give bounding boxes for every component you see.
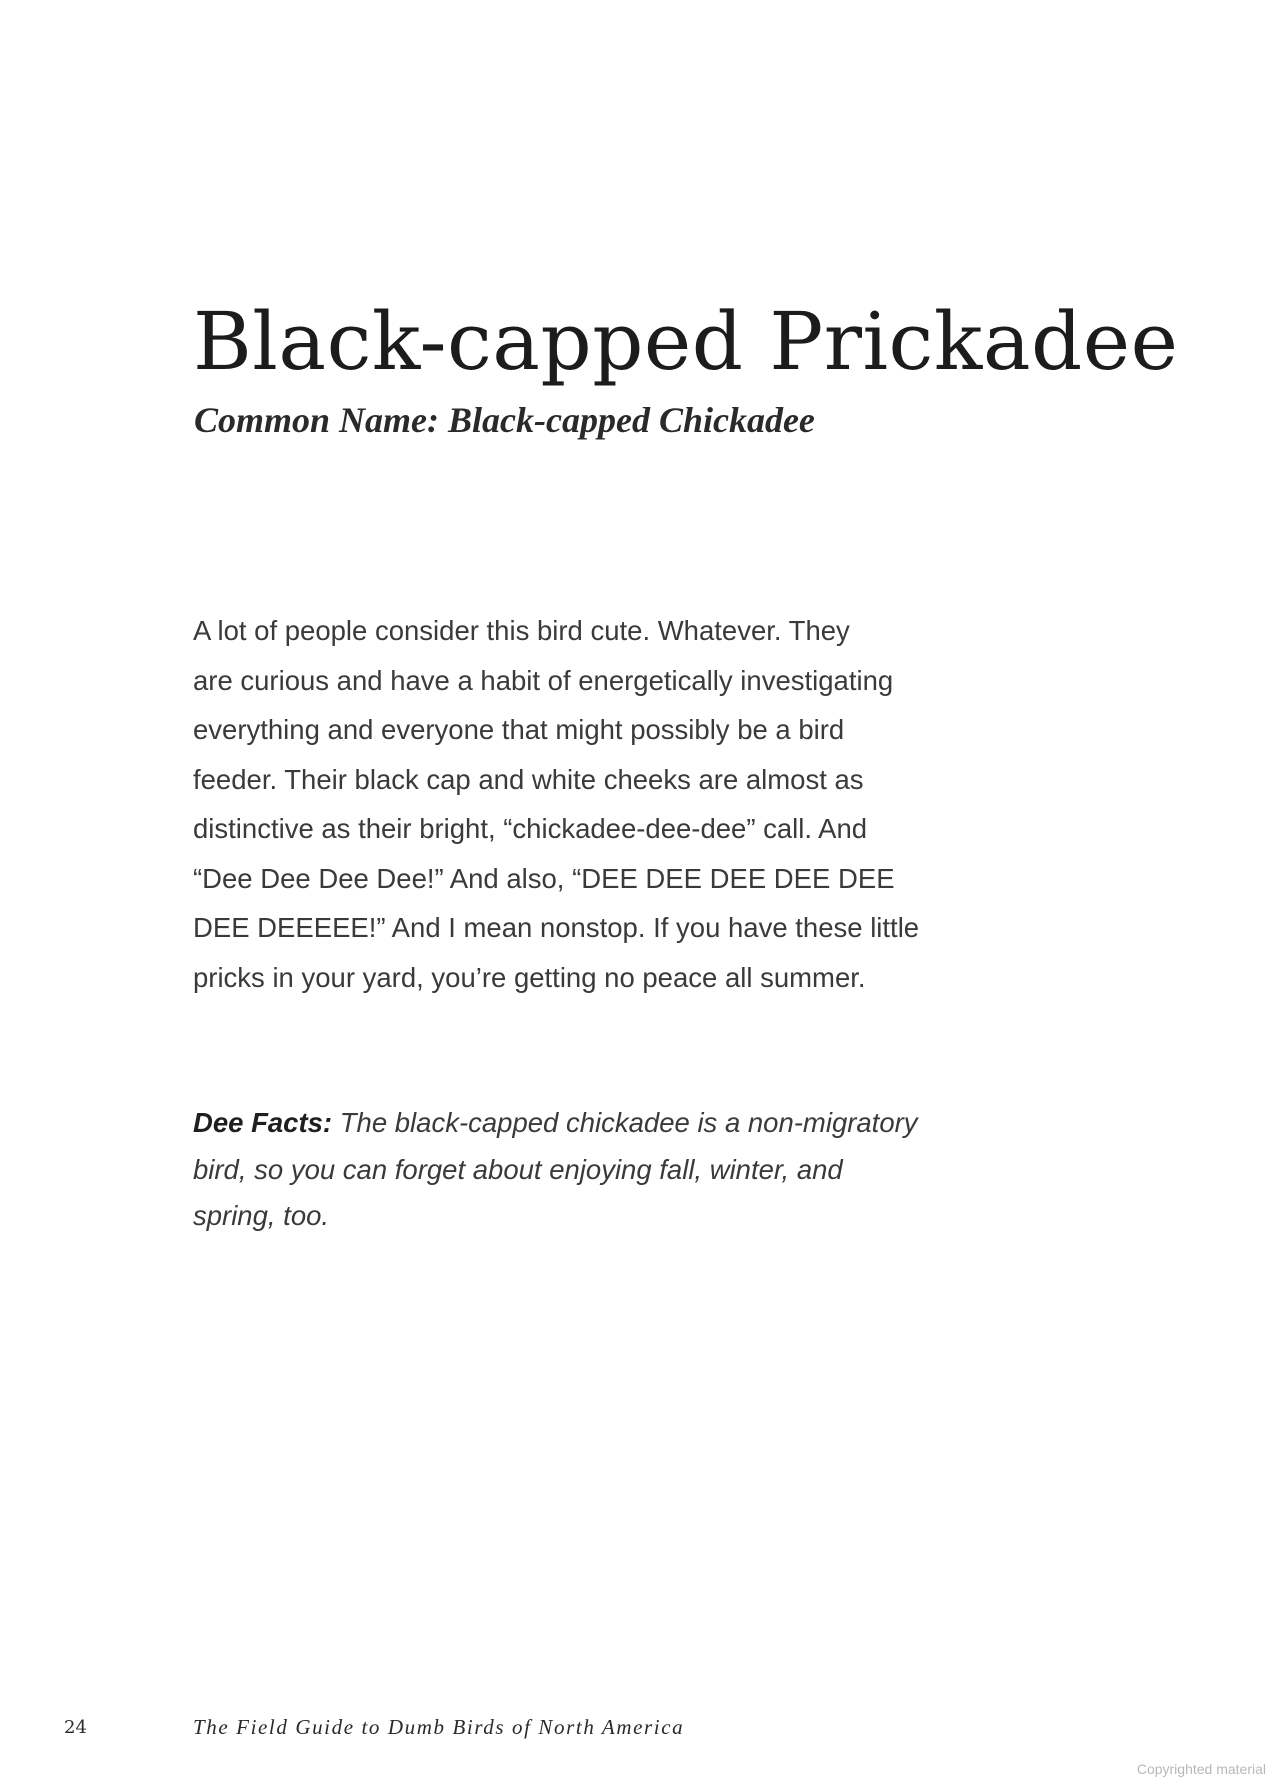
description-line: A lot of people consider this bird cute. Whatever. They xyxy=(193,615,850,646)
dee-facts-line xyxy=(193,1100,973,1147)
description-line: everything and everyone that might possibly be a bird xyxy=(193,714,845,745)
dee-facts-text: The black-capped chickadee is a non-migratory xyxy=(332,1107,918,1138)
description-line: pricks in your yard, you’re getting no peace all summer. xyxy=(193,961,866,993)
dee-facts-label: Dee Facts: xyxy=(193,1107,333,1138)
dee-facts-line: spring, too. xyxy=(193,1200,330,1231)
copyright-watermark: Copyrighted material xyxy=(1136,1761,1266,1777)
description-line: are curious and have a habit of energetically investigating xyxy=(193,664,894,696)
dee-facts-line: bird, so you can forget about enjoying fall, winter, and xyxy=(193,1153,843,1185)
description-line: “Dee Dee Dee Dee!” And also, “DEE DEE DEE DEE DEE xyxy=(193,862,895,894)
description-paragraph xyxy=(193,606,973,1002)
dee-facts-paragraph xyxy=(193,1100,973,1240)
page-title: Black-capped Prickadee xyxy=(193,295,1179,388)
common-name-subtitle: Common Name: Black-capped Chickadee xyxy=(194,400,815,440)
description-line: feeder. Their black cap and white cheeks are almost as xyxy=(193,763,864,795)
description-line: distinctive as their bright, “chickadee-dee-dee” call. And xyxy=(193,813,868,844)
page-number: 24 xyxy=(64,1717,87,1738)
description-line: DEE DEEEEE!” And I mean nonstop. If you have these little xyxy=(193,912,920,943)
running-footer-book-title: The Field Guide to Dumb Birds of North America xyxy=(193,1715,685,1739)
